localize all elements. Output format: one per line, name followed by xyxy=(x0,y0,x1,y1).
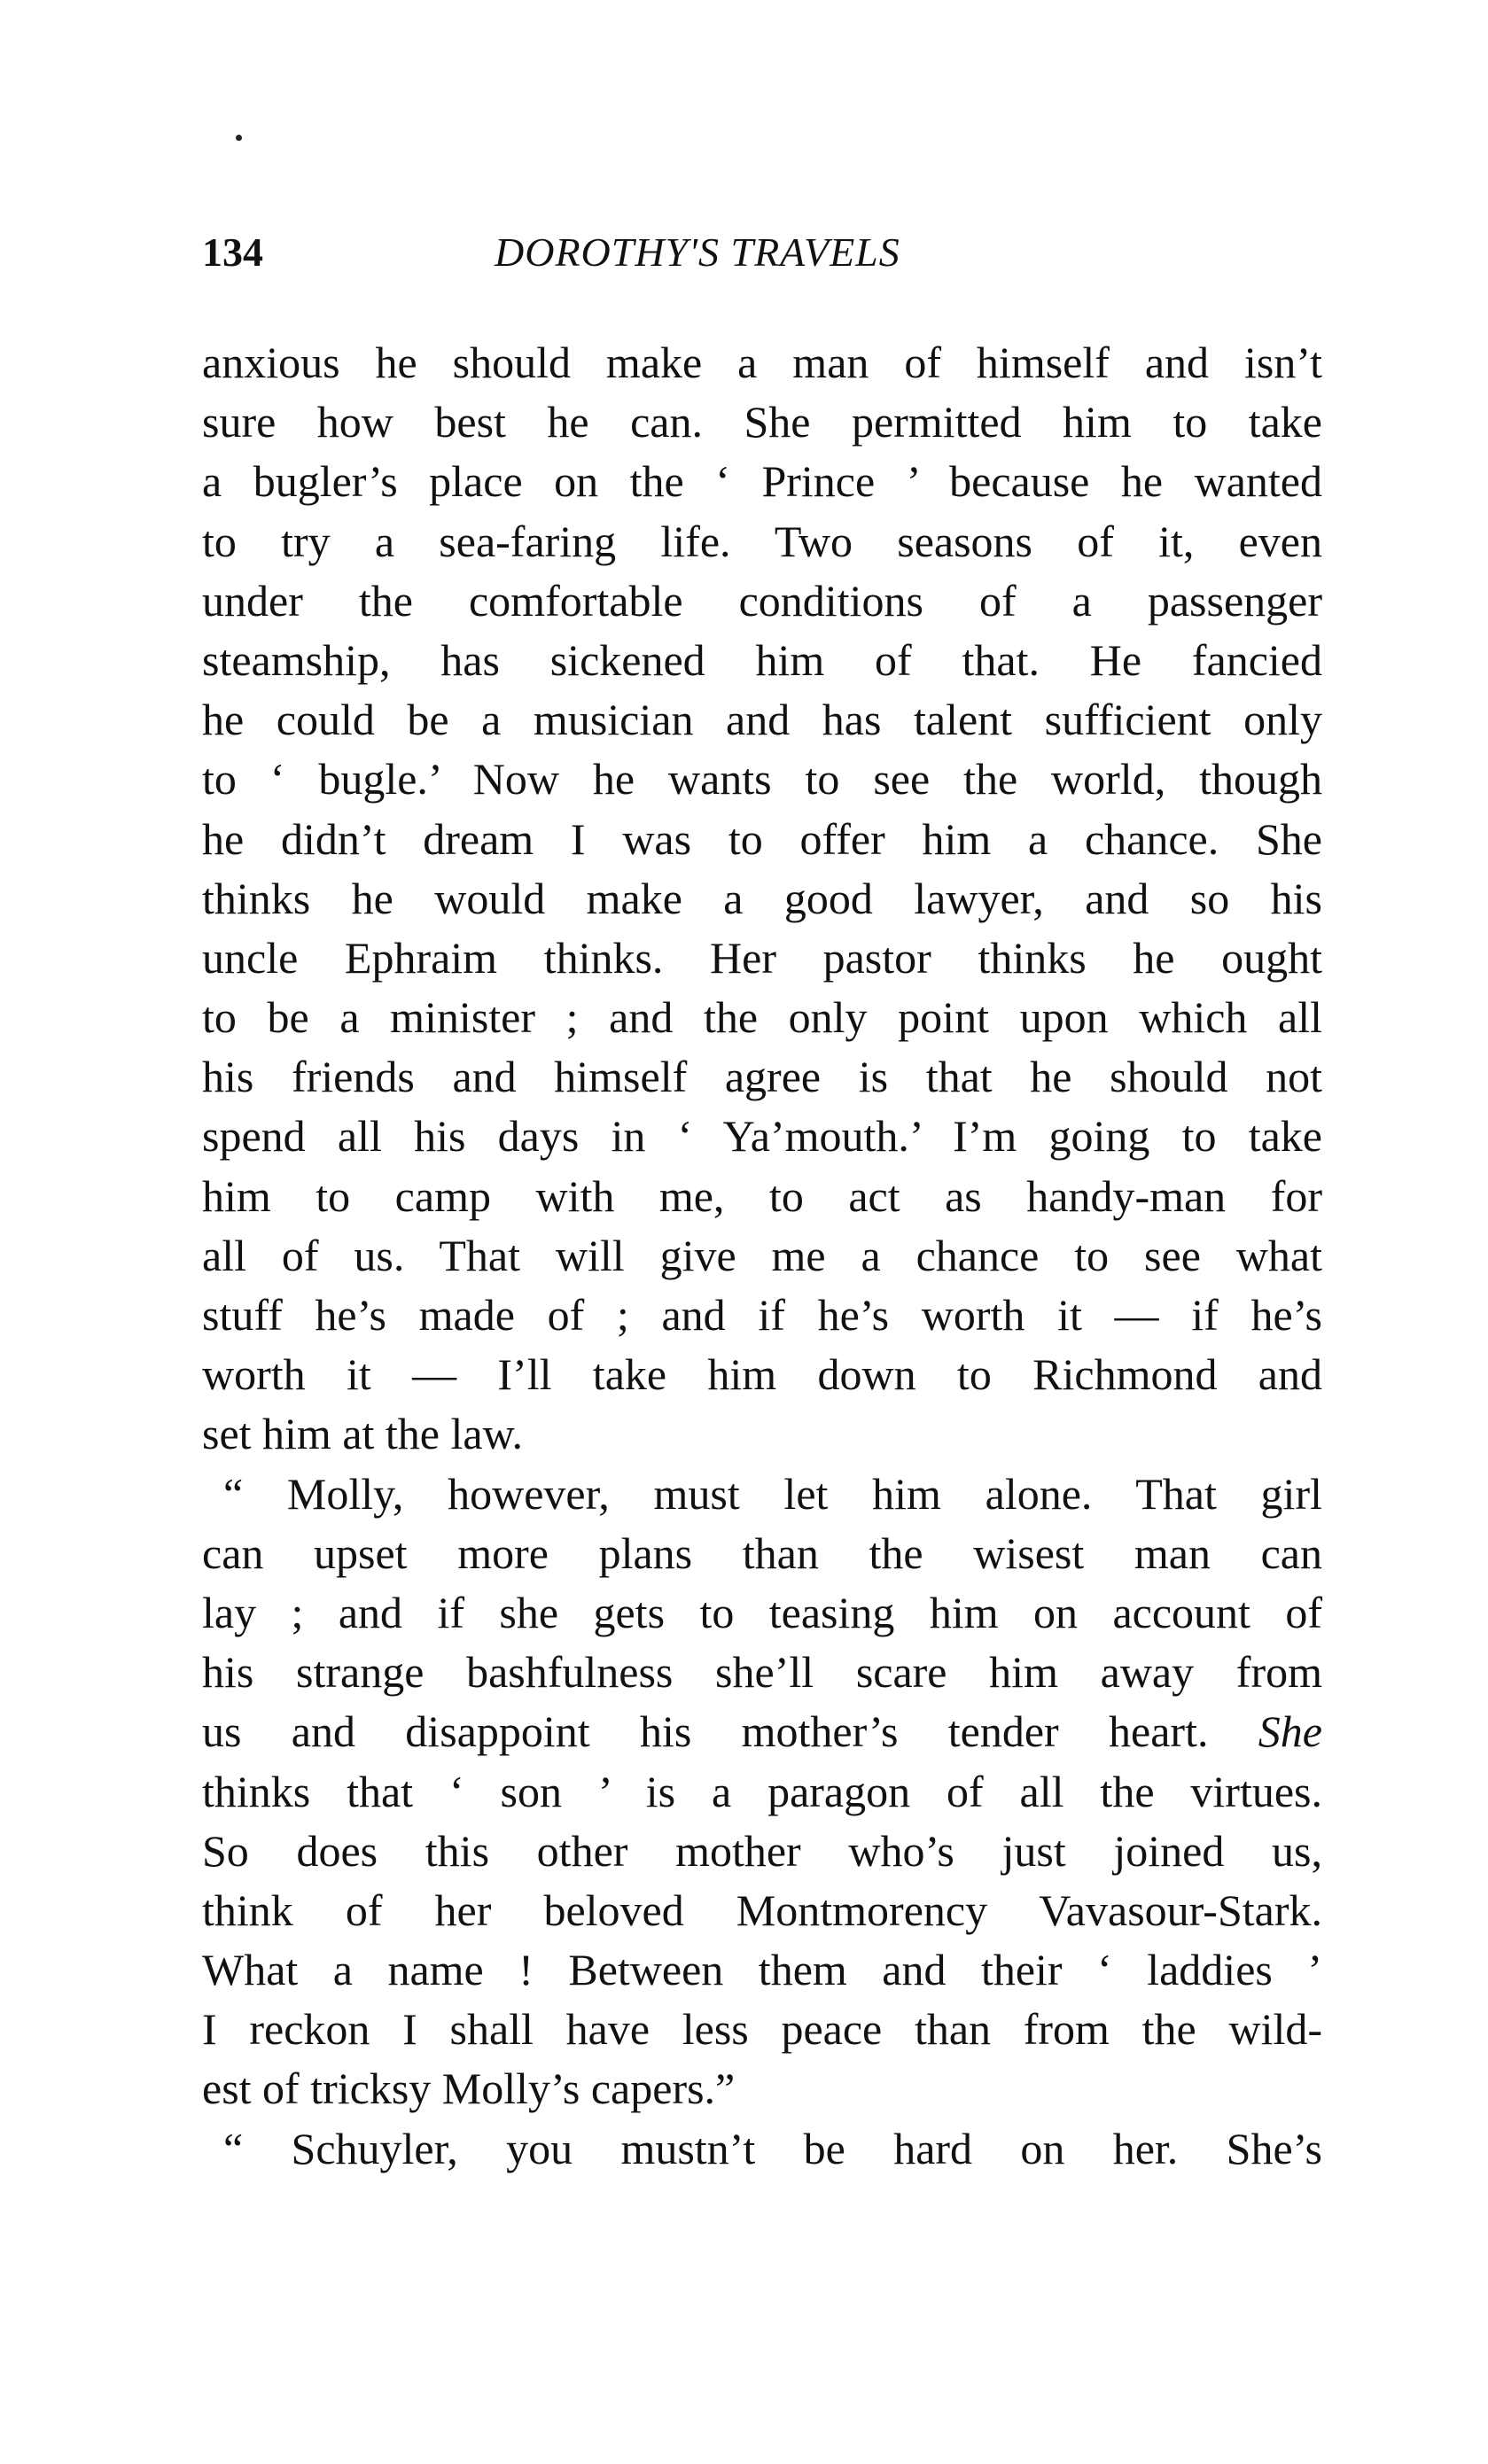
text-span: set him at the law. xyxy=(202,1409,523,1459)
text-line xyxy=(202,512,1322,571)
scan-speck xyxy=(236,135,242,141)
text-line xyxy=(202,810,1322,869)
text-line xyxy=(202,1583,1322,1643)
text-span: to try a sea-faring life. Two seasons of it, even xyxy=(202,516,1322,566)
text-span: can upset more plans than the wisest man can xyxy=(202,1527,1322,1578)
text-span: to ‘ bugle.’ Now he wants to see the world, though xyxy=(202,754,1322,804)
text-span: stuff he’s made of ; and if he’s worth it — if he’s xyxy=(202,1290,1322,1340)
text-line xyxy=(202,631,1322,690)
text-span: a bugler’s place on the ‘ Prince ’ because he wanted xyxy=(202,456,1322,507)
text-span: his friends and himself agree is that he should not xyxy=(202,1052,1322,1102)
text-span: So does this other mother who’s just joined us, xyxy=(202,1825,1322,1876)
text-line xyxy=(202,1524,1322,1583)
text-line xyxy=(202,1822,1322,1881)
text-span: “ Schuyler, you mustn’t be hard on her. She’s xyxy=(223,2123,1322,2173)
body-text xyxy=(202,333,1322,2179)
text-line xyxy=(202,1286,1322,1345)
text-line xyxy=(202,1881,1322,1940)
text-line xyxy=(202,750,1322,809)
running-title: DOROTHY'S TRAVELS xyxy=(495,229,900,275)
text-span: I reckon I shall have less peace than from the wild- xyxy=(202,2004,1322,2055)
text-span: She xyxy=(1258,1706,1322,1757)
text-span: worth it — I’ll take him down to Richmond and xyxy=(202,1349,1322,1400)
text-line xyxy=(202,1107,1322,1166)
text-span: sure how best he can. She permitted him to take xyxy=(202,397,1322,447)
text-span: What a name ! Between them and their ‘ laddies ’ xyxy=(202,1945,1322,1995)
page-number: 134 xyxy=(202,229,263,275)
text-line xyxy=(202,929,1322,988)
text-line xyxy=(202,2059,1322,2118)
text-line xyxy=(202,1345,1322,1404)
text-line xyxy=(202,393,1322,452)
text-line xyxy=(202,571,1322,631)
text-line xyxy=(202,333,1322,393)
text-line xyxy=(202,1167,1322,1226)
text-span: anxious he should make a man of himself and isn’t xyxy=(202,338,1322,387)
text-line xyxy=(202,2000,1322,2059)
text-span: us and disappoint his mother’s tender heart. xyxy=(202,1706,1258,1757)
text-span: think of her beloved Montmorency Vavasour-Stark. xyxy=(202,1885,1322,1935)
text-span: uncle Ephraim thinks. Her pastor thinks he ought xyxy=(202,932,1322,983)
text-span: all of us. That will give me a chance to see what xyxy=(202,1230,1322,1280)
text-line xyxy=(202,1702,1322,1761)
text-span: lay ; and if she gets to teasing him on account of xyxy=(202,1587,1322,1637)
text-line xyxy=(202,1940,1322,2000)
text-line xyxy=(202,1226,1322,1286)
text-span: est of tricksy Molly’s capers.” xyxy=(202,2064,736,2114)
text-line xyxy=(202,452,1322,511)
text-line xyxy=(202,1047,1322,1107)
text-line xyxy=(202,869,1322,929)
text-line xyxy=(202,1404,1322,1464)
text-line xyxy=(202,1643,1322,1702)
text-span: thinks he would make a good lawyer, and so his xyxy=(202,873,1322,923)
text-span: his strange bashfulness she’ll scare him away from xyxy=(202,1647,1322,1698)
text-span: him to camp with me, to act as handy-man for xyxy=(202,1170,1322,1221)
text-span: spend all his days in ‘ Ya’mouth.’ I’m going to take xyxy=(202,1111,1322,1162)
text-span: he could be a musician and has talent sufficient only xyxy=(202,695,1322,745)
text-span: thinks that ‘ son ’ is a paragon of all the virtues. xyxy=(202,1766,1322,1816)
text-span: under the comfortable conditions of a passenger xyxy=(202,575,1322,626)
text-line xyxy=(202,1465,1322,1524)
text-line xyxy=(202,2119,1322,2179)
text-line xyxy=(202,1762,1322,1822)
text-line xyxy=(202,690,1322,750)
text-span: steamship, has sickened him of that. He fancied xyxy=(202,634,1322,685)
text-line xyxy=(202,988,1322,1047)
text-span: “ Molly, however, must let him alone. That girl xyxy=(223,1468,1322,1519)
text-span: to be a minister ; and the only point upon which all xyxy=(202,992,1322,1043)
text-span: he didn’t dream I was to offer him a chance. She xyxy=(202,813,1322,864)
page-header xyxy=(202,229,1322,285)
